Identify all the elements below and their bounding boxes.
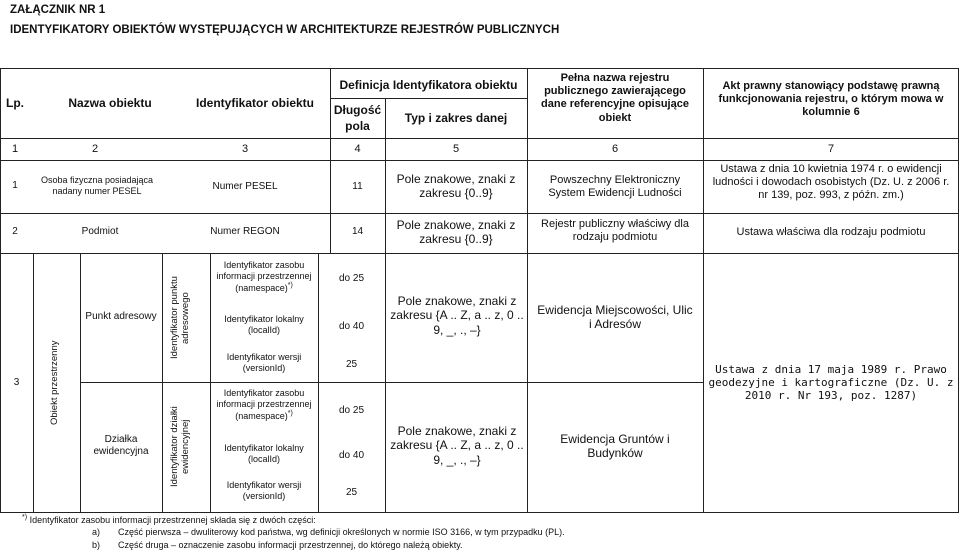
row3-address-point-versionid-len: 25 <box>345 359 358 370</box>
footnote-intro: *) Identyfikator zasobu informacji przestrzennej składa się z dwóch części: <box>22 514 316 525</box>
row2-type: Pole znakowe, znaki z zakresu {0..9} <box>396 218 516 247</box>
colnum-5: 5 <box>452 143 460 155</box>
row3-address-point-namespace: Identyfikator zasobu informacji przestrzennej (namespace)*) <box>216 260 312 293</box>
footnote-b-label: b) <box>92 540 101 550</box>
row3-address-point-type: Pole znakowe, znaki z zakresu {A .. Z, a .. z, 0 .. 9, _, ., –} <box>390 294 524 337</box>
row1-length: 11 <box>352 181 363 192</box>
header-register: Pełna nazwa rejestru publicznego zawierającego dane referencyjne opisujące obiekt <box>541 72 689 124</box>
colnum-2: 2 <box>91 143 99 155</box>
row3-parcel-namespace: Identyfikator zasobu informacji przestrzennej (namespace)*) <box>216 388 312 421</box>
header-name: Nazwa obiektu <box>68 96 152 110</box>
row1-id: Numer PESEL <box>212 181 278 192</box>
row3-address-point-versionid: Identyfikator wersji (versionId) <box>226 352 302 373</box>
document-title: ZAŁĄCZNIK NR 1 <box>10 4 106 16</box>
row3-legal-act: Ustawa z dnia 17 maja 1989 r. Prawo geodezyjne i kartograficzne (Dz. U. z 2010 r. Nr 193, poz. 1287) <box>708 363 954 403</box>
row3-address-point-name: Punkt adresowy <box>85 311 157 322</box>
row3-parcel-localid-len: do 40 <box>338 450 365 461</box>
colnum-1: 1 <box>11 143 19 155</box>
row3-group: Obiekt przestrzenny <box>49 340 60 425</box>
header-definition: Definicja Identyfikatora obiektu <box>339 78 518 92</box>
row1-name: Osoba fizyczna posiadająca nadany numer PESEL <box>40 175 154 196</box>
row1-type: Pole znakowe, znaki z zakresu {0..9} <box>396 172 516 201</box>
row2-lp: 2 <box>12 226 18 237</box>
header-lp: Lp. <box>6 96 24 110</box>
row2-legal-act: Ustawa właściwa dla rodzaju podmiotu <box>736 226 926 238</box>
row3-parcel-name: Działka ewidencyjna <box>93 434 149 457</box>
row3-parcel-versionid: Identyfikator wersji (versionId) <box>226 480 302 501</box>
row3-address-point-localid: Identyfikator lokalny (localId) <box>224 314 304 335</box>
footnote-a-label: a) <box>92 527 101 537</box>
colnum-7: 7 <box>827 143 835 155</box>
row1-lp: 1 <box>12 180 18 191</box>
header-length: Długość pola <box>333 103 382 133</box>
row3-address-point-register: Ewidencja Miejscowości, Ulic i Adresów <box>537 303 693 332</box>
colnum-4: 4 <box>354 143 361 155</box>
row3-parcel-id: Identyfikator działki ewidencyjnej <box>169 406 191 488</box>
row2-length: 14 <box>351 226 364 237</box>
row3-parcel-type: Pole znakowe, znaki z zakresu {A .. Z, a .. z, 0 .. 9, _, ., –} <box>390 424 524 467</box>
footnote-a: Część pierwsza – dwuliterowy kod państwa, wg definicji określonych w normie ISO 3166, w tym przypadku (PL). <box>118 527 565 537</box>
row3-address-point-id: Identyfikator punktu adresowego <box>169 276 191 360</box>
header-id: Identyfikator obiektu <box>195 96 314 110</box>
row1-legal-act: Ustawa z dnia 10 kwietnia 1974 r. o ewidencji ludności i dowodach osobistych (Dz. U. z 2006 r. nr 139, poz. 993, z późn. zm.) <box>712 163 950 202</box>
document-subtitle: IDENTYFIKATORY OBIEKTÓW WYSTĘPUJĄCYCH W ARCHITEKTURZE REJESTRÓW PUBLICZNYCH <box>10 24 560 36</box>
header-legal-act: Akt prawny stanowiący podstawę prawną funkcjonowania rejestru, o którym mowa w kolumnie 6 <box>718 80 944 119</box>
row1-register: Powszechny Elektroniczny System Ewidencji Ludności <box>548 174 682 200</box>
row2-id: Numer REGON <box>210 226 280 237</box>
row2-name: Podmiot <box>81 226 119 237</box>
colnum-3: 3 <box>241 143 249 155</box>
row3-address-point-namespace-len: do 25 <box>338 273 365 284</box>
header-type: Typ i zakres danej <box>404 111 508 125</box>
row3-parcel-versionid-len: 25 <box>345 487 358 498</box>
row3-parcel-register: Ewidencja Gruntów i Budynków <box>560 432 670 461</box>
row3-parcel-namespace-len: do 25 <box>338 405 365 416</box>
row3-address-point-localid-len: do 40 <box>338 321 365 332</box>
row2-register: Rejestr publiczny właściwy dla rodzaju podmiotu <box>541 218 689 244</box>
row3-lp: 3 <box>13 377 20 388</box>
footnote-b: Część druga – oznaczenie zasobu informacji przestrzennej, do którego należą obiekty. <box>118 540 463 550</box>
colnum-6: 6 <box>611 143 619 155</box>
row3-parcel-localid: Identyfikator lokalny (localId) <box>224 443 304 464</box>
